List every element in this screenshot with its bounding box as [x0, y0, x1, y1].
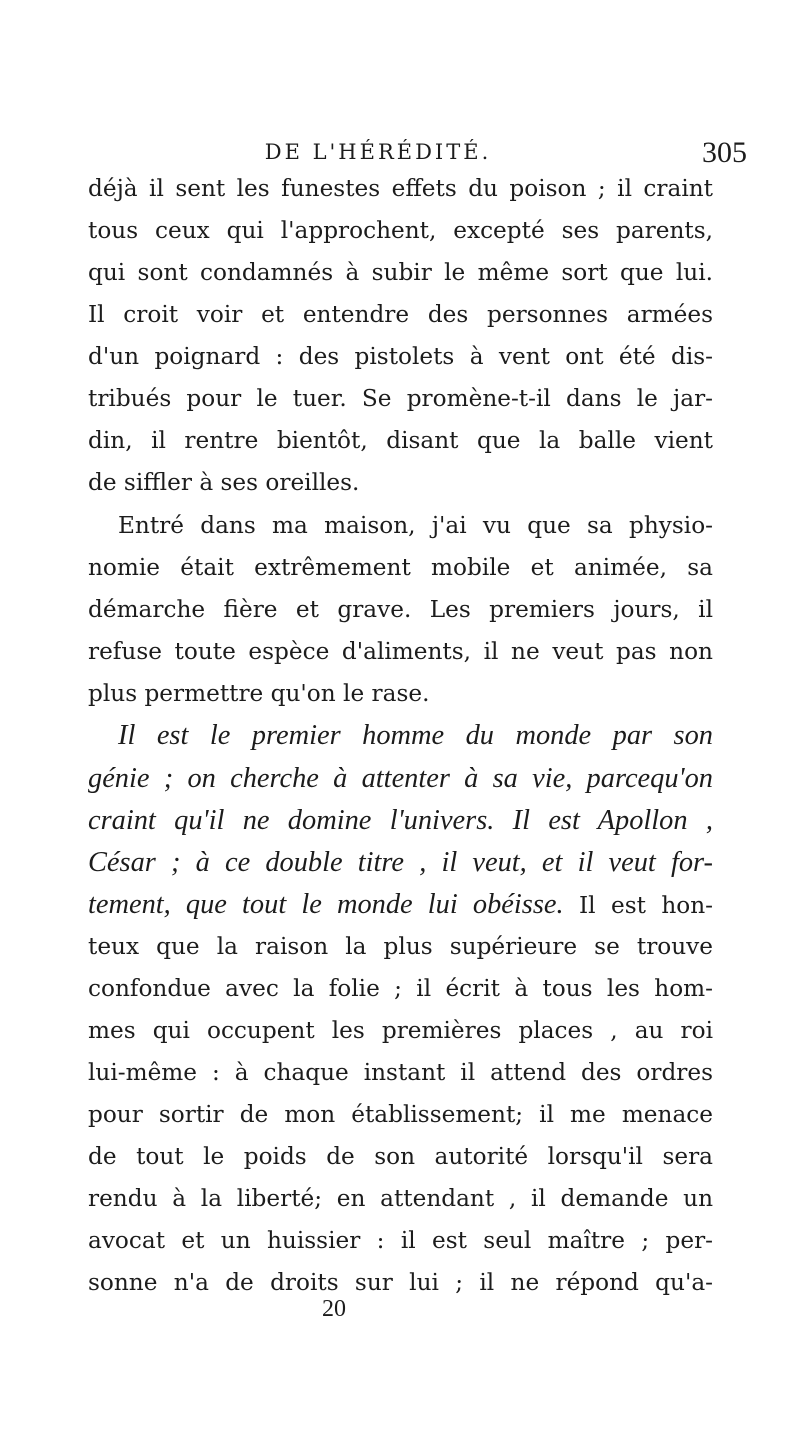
- text-line: de siffler à ses oreilles.: [88, 469, 360, 496]
- text-line: tribués pour le tuer. Se promène-t-il dans le jar-: [88, 385, 713, 412]
- italic-line: craint qu'il ne domine l'univers. Il est Apollon ,: [88, 805, 713, 836]
- text-line: teux que la raison la plus supérieure se trouve: [88, 933, 713, 960]
- italic-line: Il est le premier homme du monde par son: [118, 720, 713, 751]
- text-line: lui-même : à chaque instant il attend des ordres: [88, 1059, 713, 1086]
- running-title: DE L'HÉRÉDITÉ.: [264, 140, 492, 164]
- sentence-start: Il est hon-: [579, 892, 714, 919]
- text-line: din, il rentre bientôt, disant que la balle vient: [88, 427, 713, 454]
- text-line: avocat et un huissier : il est seul maître ; per-: [88, 1227, 713, 1254]
- text-line: d'un poignard : des pistolets à vent ont été dis-: [88, 343, 713, 370]
- text-line: de tout le poids de son autorité lorsqu'il sera: [88, 1143, 713, 1170]
- text-line: plus permettre qu'on le rase.: [88, 680, 430, 707]
- text-line: confondue avec la folie ; il écrit à tous les hom-: [88, 975, 713, 1002]
- text-line: rendu à la liberté; en attendant , il demande un: [88, 1185, 713, 1212]
- text-line: tous ceux qui l'approchent, excepté ses parents,: [88, 217, 713, 244]
- page-number: 305: [702, 136, 747, 169]
- text-line: Il croit voir et entendre des personnes armées: [88, 301, 713, 328]
- signature-mark: 20: [322, 1296, 346, 1322]
- mixed-line: [88, 884, 713, 926]
- text-line: pour sortir de mon établissement; il me menace: [88, 1101, 713, 1128]
- text-line: sonne n'a de droits sur lui ; il ne répond qu'a-: [88, 1269, 713, 1296]
- text-line: mes qui occupent les premières places , au roi: [88, 1017, 713, 1044]
- paragraph-first-line: Entré dans ma maison, j'ai vu que sa physio-: [118, 512, 713, 539]
- text-line: déjà il sent les funestes effets du poison ; il craint: [88, 175, 713, 202]
- italic-line: César ; à ce double titre , il veut, et il veut for-: [88, 847, 713, 878]
- italic-sentence: tement, que tout le monde lui obéisse.: [88, 889, 564, 920]
- text-line: démarche fière et grave. Les premiers jours, il: [88, 596, 713, 623]
- text-line: qui sont condamnés à subir le même sort que lui.: [88, 259, 713, 286]
- text-line: refuse toute espèce d'aliments, il ne veut pas non: [88, 638, 713, 665]
- italic-line: génie ; on cherche à attenter à sa vie, parcequ'on: [88, 763, 713, 794]
- text-line: nomie était extrêmement mobile et animée, sa: [88, 554, 713, 581]
